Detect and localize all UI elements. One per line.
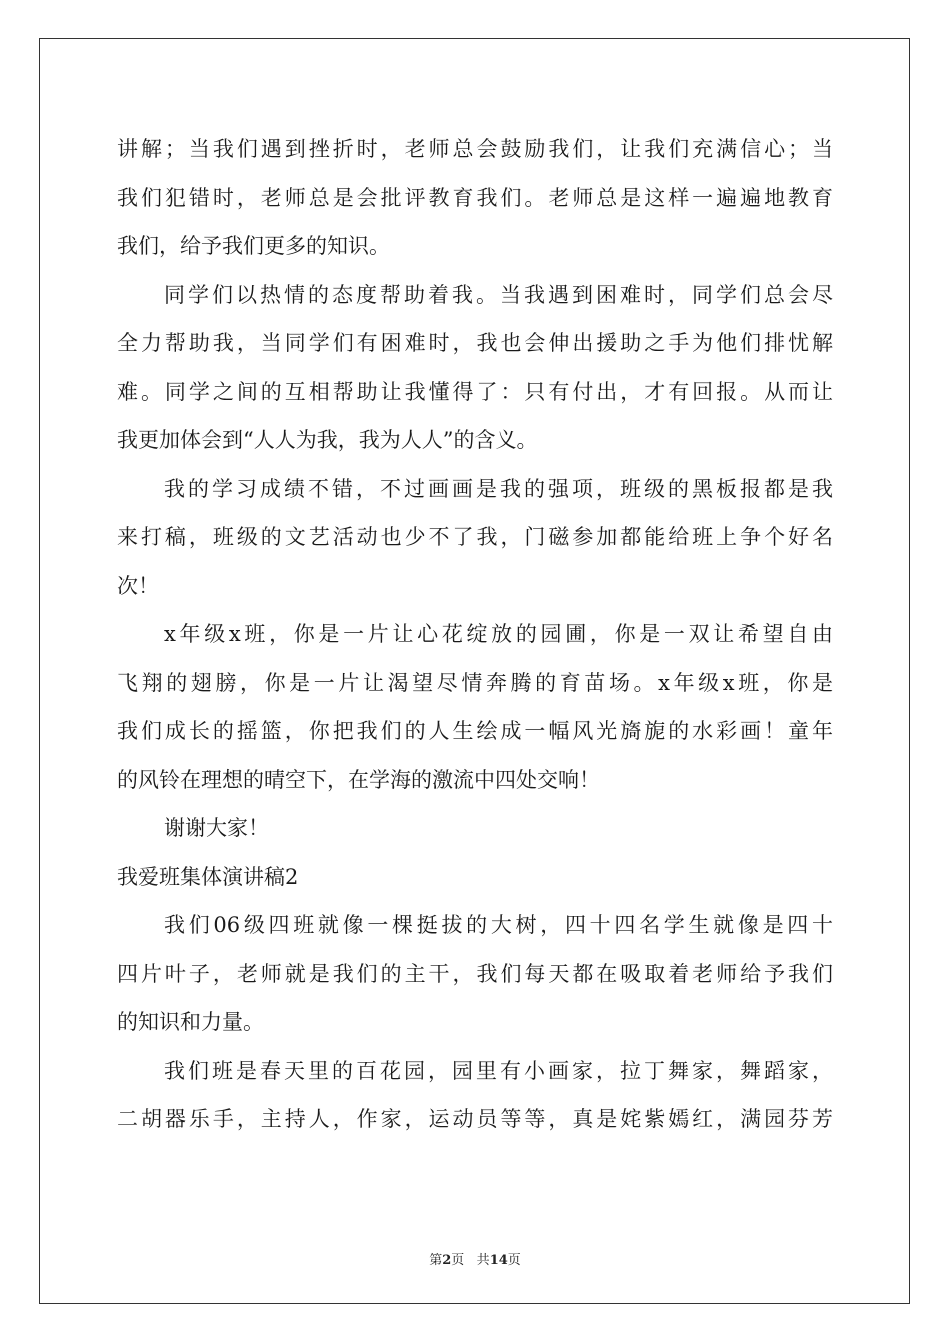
text-line: 二胡器乐手，主持人，作家，运动员等等，真是姹紫嫣红，满园芬芳 bbox=[117, 1107, 833, 1131]
footer-total-unit: 页 bbox=[507, 1253, 521, 1268]
total-page-count: 14 bbox=[489, 1253, 508, 1268]
text-line: 同学们以热情的态度帮助着我。当我遇到困难时，同学们总会尽 bbox=[164, 282, 833, 307]
text-line: 我们06级四班就像一棵挺拔的大树，四十四名学生就像是四十 bbox=[164, 913, 833, 937]
document-body bbox=[117, 125, 833, 1144]
current-page-number: 2 bbox=[442, 1253, 452, 1268]
text-line: 的风铃在理想的晴空下，在学海的激流中四处交响！ bbox=[117, 767, 600, 792]
text-line: 我们成长的摇篮，你把我们的人生绘成一幅风光旖旎的水彩画！童年 bbox=[117, 719, 833, 743]
text-line: 我们，给予我们更多的知识。 bbox=[117, 234, 390, 258]
footer-page-unit: 页 bbox=[451, 1253, 465, 1268]
text-line: 次！ bbox=[117, 573, 159, 598]
text-line: 全力帮助我，当同学们有困难时，我也会伸出援助之手为他们排忧解 bbox=[117, 331, 833, 355]
page-footer bbox=[0, 1249, 950, 1268]
text-line: 我的学习成绩不错，不过画画是我的强项，班级的黑板报都是我 bbox=[164, 476, 833, 501]
text-line: 来打稿，班级的文艺活动也少不了我，门磁参加都能给班上争个好名 bbox=[117, 525, 833, 549]
text-line: 的知识和力量。 bbox=[117, 1010, 264, 1034]
text-line: 四片叶子，老师就是我们的主干，我们每天都在吸取着老师给予我们 bbox=[117, 961, 833, 986]
footer-prefix: 第 bbox=[429, 1253, 443, 1268]
text-line: 飞翔的翅膀，你是一片让渴望尽情奔腾的育苗场。x年级x班，你是 bbox=[117, 670, 833, 695]
text-line: 谢谢大家！ bbox=[164, 816, 269, 840]
footer-total-prefix: 共 bbox=[476, 1253, 490, 1268]
text-line: 讲解；当我们遇到挫折时，老师总会鼓励我们，让我们充满信心；当 bbox=[117, 137, 833, 161]
text-line: x年级x班，你是一片让心花绽放的园圃，你是一双让希望自由 bbox=[164, 622, 833, 646]
text-line: 我们班是春天里的百花园，园里有小画家，拉丁舞家，舞蹈家， bbox=[164, 1058, 833, 1083]
text-line: 我更加体会到“人人为我，我为人人”的含义。 bbox=[117, 428, 538, 452]
text-line: 我们犯错时，老师总是会批评教育我们。老师总是这样一遍遍地教育 bbox=[117, 185, 833, 210]
text-line: 我爱班集体演讲稿2 bbox=[117, 864, 299, 889]
text-line: 难。同学之间的互相帮助让我懂得了：只有付出，才有回报。从而让 bbox=[117, 379, 833, 404]
